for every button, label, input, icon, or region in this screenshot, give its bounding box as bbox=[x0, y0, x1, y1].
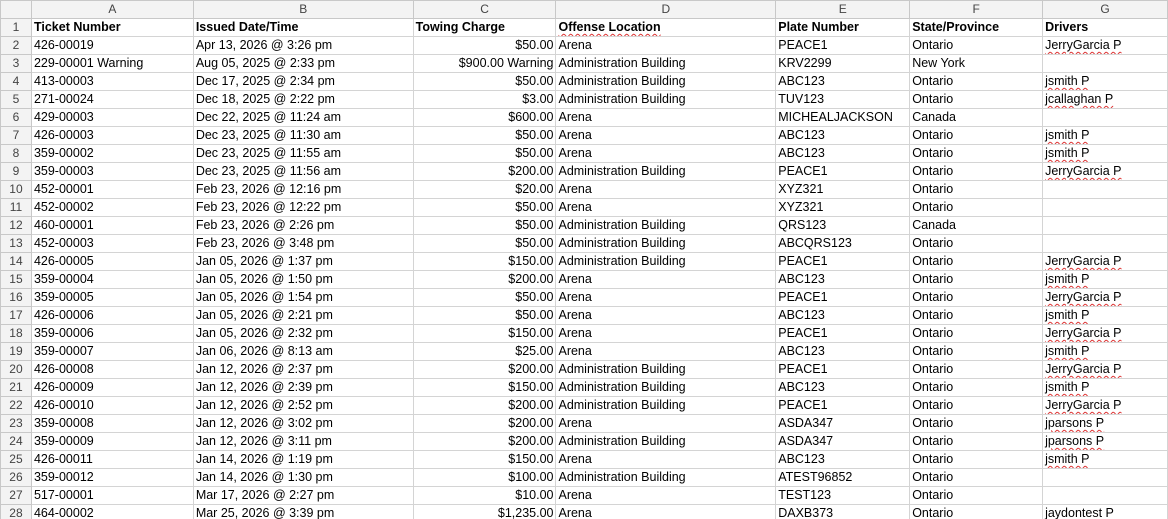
cell-towing-charge[interactable]: $25.00 bbox=[413, 343, 556, 361]
cell-drivers[interactable] bbox=[1043, 253, 1168, 271]
cell-plate-number[interactable]: TEST123 bbox=[776, 487, 910, 505]
cell-drivers[interactable] bbox=[1043, 37, 1168, 55]
cell-towing-charge[interactable]: $10.00 bbox=[413, 487, 556, 505]
driver-name-text: jsmith P bbox=[1045, 452, 1090, 466]
column-header-e[interactable]: E bbox=[776, 1, 910, 19]
cell-state-province[interactable]: Ontario bbox=[910, 415, 1043, 433]
cell-drivers[interactable] bbox=[1043, 505, 1168, 519]
cell-issued-date-time[interactable]: Apr 13, 2026 @ 3:26 pm bbox=[193, 37, 413, 55]
cell-offense-location[interactable]: Arena bbox=[556, 307, 776, 325]
row-header[interactable]: 8 bbox=[1, 145, 32, 163]
row-header[interactable]: 2 bbox=[1, 37, 32, 55]
column-header-c[interactable]: C bbox=[413, 1, 556, 19]
cell-plate-number[interactable]: PEACE1 bbox=[776, 361, 910, 379]
cell-towing-charge[interactable]: $50.00 bbox=[413, 73, 556, 91]
row-header[interactable]: 26 bbox=[1, 469, 32, 487]
header-cell-towing-charge[interactable]: Towing Charge bbox=[413, 19, 556, 37]
table-row bbox=[1, 379, 1168, 397]
cell-ticket-number[interactable]: 229-00001 Warning bbox=[31, 55, 193, 73]
cell-plate-number[interactable]: ABC123 bbox=[776, 379, 910, 397]
cell-plate-number[interactable]: ASDA347 bbox=[776, 433, 910, 451]
driver-name-text: jsmith P bbox=[1045, 344, 1090, 358]
cell-towing-charge[interactable]: $200.00 bbox=[413, 433, 556, 451]
cell-state-province[interactable]: Ontario bbox=[910, 397, 1043, 415]
cell-towing-charge[interactable]: $900.00 Warning bbox=[413, 55, 556, 73]
cell-issued-date-time[interactable]: Feb 23, 2026 @ 12:16 pm bbox=[193, 181, 413, 199]
row-header[interactable]: 3 bbox=[1, 55, 32, 73]
cell-plate-number[interactable]: DAXB373 bbox=[776, 505, 910, 519]
column-header-row bbox=[1, 1, 1168, 19]
cell-state-province[interactable]: Ontario bbox=[910, 37, 1043, 55]
table-row bbox=[1, 487, 1168, 505]
driver-name-text: JerryGarcia P bbox=[1045, 164, 1122, 178]
cell-state-province[interactable]: Ontario bbox=[910, 487, 1043, 505]
cell-drivers[interactable] bbox=[1043, 73, 1168, 91]
cell-offense-location[interactable]: Administration Building bbox=[556, 91, 776, 109]
cell-plate-number[interactable]: ABCQRS123 bbox=[776, 235, 910, 253]
row-header[interactable]: 12 bbox=[1, 217, 32, 235]
table-row bbox=[1, 55, 1168, 73]
header-cell-offense-location[interactable]: Offense Location bbox=[556, 19, 776, 37]
cell-drivers[interactable] bbox=[1043, 469, 1168, 487]
cell-drivers[interactable] bbox=[1043, 325, 1168, 343]
row-header[interactable]: 28 bbox=[1, 505, 32, 519]
driver-name-text: JerryGarcia P bbox=[1045, 38, 1122, 52]
driver-name-text: jsmith P bbox=[1045, 272, 1090, 286]
cell-towing-charge[interactable]: $200.00 bbox=[413, 397, 556, 415]
cell-offense-location[interactable]: Arena bbox=[556, 109, 776, 127]
cell-issued-date-time[interactable]: Jan 14, 2026 @ 1:19 pm bbox=[193, 451, 413, 469]
cell-ticket-number[interactable]: 426-00009 bbox=[31, 379, 193, 397]
cell-drivers[interactable] bbox=[1043, 487, 1168, 505]
cell-issued-date-time[interactable]: Jan 12, 2026 @ 3:02 pm bbox=[193, 415, 413, 433]
cell-state-province[interactable]: Ontario bbox=[910, 253, 1043, 271]
cell-plate-number[interactable]: ABC123 bbox=[776, 307, 910, 325]
table-row bbox=[1, 505, 1168, 519]
table-row bbox=[1, 289, 1168, 307]
cell-towing-charge[interactable]: $50.00 bbox=[413, 289, 556, 307]
cell-plate-number[interactable]: KRV2299 bbox=[776, 55, 910, 73]
cell-offense-location[interactable]: Arena bbox=[556, 505, 776, 519]
cell-offense-location[interactable]: Administration Building bbox=[556, 361, 776, 379]
cell-ticket-number[interactable]: 359-00008 bbox=[31, 415, 193, 433]
cell-state-province[interactable]: Ontario bbox=[910, 199, 1043, 217]
cell-issued-date-time[interactable]: Jan 12, 2026 @ 3:11 pm bbox=[193, 433, 413, 451]
cell-drivers[interactable] bbox=[1043, 307, 1168, 325]
cell-issued-date-time[interactable]: Jan 06, 2026 @ 8:13 am bbox=[193, 343, 413, 361]
table-row bbox=[1, 433, 1168, 451]
cell-offense-location[interactable]: Arena bbox=[556, 451, 776, 469]
cell-plate-number[interactable]: PEACE1 bbox=[776, 325, 910, 343]
cell-towing-charge[interactable]: $150.00 bbox=[413, 325, 556, 343]
row-header[interactable]: 6 bbox=[1, 109, 32, 127]
row-header[interactable]: 15 bbox=[1, 271, 32, 289]
cell-drivers[interactable] bbox=[1043, 199, 1168, 217]
cell-state-province[interactable]: Ontario bbox=[910, 379, 1043, 397]
cell-state-province[interactable]: Ontario bbox=[910, 343, 1043, 361]
cell-offense-location[interactable]: Administration Building bbox=[556, 379, 776, 397]
cell-issued-date-time[interactable]: Dec 23, 2025 @ 11:56 am bbox=[193, 163, 413, 181]
column-header-a[interactable]: A bbox=[31, 1, 193, 19]
table-row bbox=[1, 307, 1168, 325]
cell-drivers[interactable] bbox=[1043, 235, 1168, 253]
cell-issued-date-time[interactable]: Mar 25, 2026 @ 3:39 pm bbox=[193, 505, 413, 519]
cell-issued-date-time[interactable]: Mar 17, 2026 @ 2:27 pm bbox=[193, 487, 413, 505]
driver-name-text: jsmith P bbox=[1045, 74, 1090, 88]
cell-plate-number[interactable]: ABC123 bbox=[776, 145, 910, 163]
cell-issued-date-time[interactable]: Dec 22, 2025 @ 11:24 am bbox=[193, 109, 413, 127]
cell-plate-number[interactable]: QRS123 bbox=[776, 217, 910, 235]
cell-state-province[interactable]: Ontario bbox=[910, 145, 1043, 163]
cell-ticket-number[interactable]: 359-00004 bbox=[31, 271, 193, 289]
table-row bbox=[1, 343, 1168, 361]
cell-offense-location[interactable]: Arena bbox=[556, 127, 776, 145]
cell-towing-charge[interactable]: $50.00 bbox=[413, 37, 556, 55]
cell-state-province[interactable]: Ontario bbox=[910, 361, 1043, 379]
cell-towing-charge[interactable]: $50.00 bbox=[413, 307, 556, 325]
cell-drivers[interactable] bbox=[1043, 109, 1168, 127]
cell-ticket-number[interactable]: 452-00002 bbox=[31, 199, 193, 217]
cell-state-province[interactable]: New York bbox=[910, 55, 1043, 73]
cell-ticket-number[interactable]: 359-00002 bbox=[31, 145, 193, 163]
cell-offense-location[interactable]: Administration Building bbox=[556, 397, 776, 415]
cell-plate-number[interactable]: ABC123 bbox=[776, 73, 910, 91]
cell-state-province[interactable]: Ontario bbox=[910, 235, 1043, 253]
cell-drivers[interactable] bbox=[1043, 91, 1168, 109]
cell-towing-charge[interactable]: $100.00 bbox=[413, 469, 556, 487]
cell-state-province[interactable]: Ontario bbox=[910, 73, 1043, 91]
cell-offense-location[interactable]: Arena bbox=[556, 415, 776, 433]
driver-name-text: jsmith P bbox=[1045, 380, 1090, 394]
table-row bbox=[1, 469, 1168, 487]
cell-towing-charge[interactable]: $150.00 bbox=[413, 451, 556, 469]
cell-towing-charge[interactable]: $3.00 bbox=[413, 91, 556, 109]
header-cell-issued-date-time[interactable]: Issued Date/Time bbox=[193, 19, 413, 37]
table-row bbox=[1, 163, 1168, 181]
cell-issued-date-time[interactable]: Jan 05, 2026 @ 2:32 pm bbox=[193, 325, 413, 343]
cell-issued-date-time[interactable]: Dec 17, 2025 @ 2:34 pm bbox=[193, 73, 413, 91]
cell-drivers[interactable] bbox=[1043, 379, 1168, 397]
cell-towing-charge[interactable]: $150.00 bbox=[413, 253, 556, 271]
cell-offense-location[interactable]: Arena bbox=[556, 487, 776, 505]
cell-state-province[interactable]: Ontario bbox=[910, 163, 1043, 181]
driver-name-text: JerryGarcia P bbox=[1045, 398, 1122, 412]
table-row bbox=[1, 73, 1168, 91]
cell-state-province[interactable]: Ontario bbox=[910, 451, 1043, 469]
cell-drivers[interactable] bbox=[1043, 361, 1168, 379]
cell-ticket-number[interactable]: 426-00005 bbox=[31, 253, 193, 271]
cell-drivers[interactable] bbox=[1043, 163, 1168, 181]
row-header[interactable]: 11 bbox=[1, 199, 32, 217]
cell-state-province[interactable]: Ontario bbox=[910, 325, 1043, 343]
cell-ticket-number[interactable]: 359-00007 bbox=[31, 343, 193, 361]
cell-state-province[interactable]: Ontario bbox=[910, 289, 1043, 307]
cell-issued-date-time[interactable]: Feb 23, 2026 @ 12:22 pm bbox=[193, 199, 413, 217]
table-row bbox=[1, 253, 1168, 271]
cell-plate-number[interactable]: TUV123 bbox=[776, 91, 910, 109]
driver-name-text: JerryGarcia P bbox=[1045, 254, 1122, 268]
table-row bbox=[1, 217, 1168, 235]
cell-offense-location[interactable]: Administration Building bbox=[556, 55, 776, 73]
cell-offense-location[interactable]: Administration Building bbox=[556, 73, 776, 91]
cell-issued-date-time[interactable]: Jan 05, 2026 @ 2:21 pm bbox=[193, 307, 413, 325]
cell-issued-date-time[interactable]: Jan 05, 2026 @ 1:50 pm bbox=[193, 271, 413, 289]
cell-issued-date-time[interactable]: Dec 23, 2025 @ 11:30 am bbox=[193, 127, 413, 145]
cell-state-province[interactable]: Ontario bbox=[910, 469, 1043, 487]
header-cell-ticket-number[interactable]: Ticket Number bbox=[31, 19, 193, 37]
cell-ticket-number[interactable]: 359-00012 bbox=[31, 469, 193, 487]
row-header[interactable]: 7 bbox=[1, 127, 32, 145]
cell-drivers[interactable] bbox=[1043, 397, 1168, 415]
cell-ticket-number[interactable]: 460-00001 bbox=[31, 217, 193, 235]
cell-state-province[interactable]: Ontario bbox=[910, 91, 1043, 109]
cell-issued-date-time[interactable]: Jan 12, 2026 @ 2:52 pm bbox=[193, 397, 413, 415]
header-cell-plate-number[interactable]: Plate Number bbox=[776, 19, 910, 37]
cell-drivers[interactable] bbox=[1043, 181, 1168, 199]
cell-ticket-number[interactable]: 452-00001 bbox=[31, 181, 193, 199]
row-header[interactable]: 18 bbox=[1, 325, 32, 343]
cell-issued-date-time[interactable]: Dec 23, 2025 @ 11:55 am bbox=[193, 145, 413, 163]
driver-name-text: jsmith P bbox=[1045, 128, 1090, 142]
cell-plate-number[interactable]: ATEST96852 bbox=[776, 469, 910, 487]
cell-ticket-number[interactable]: 517-00001 bbox=[31, 487, 193, 505]
cell-ticket-number[interactable]: 426-00003 bbox=[31, 127, 193, 145]
cell-state-province[interactable]: Ontario bbox=[910, 181, 1043, 199]
cell-plate-number[interactable]: ABC123 bbox=[776, 127, 910, 145]
select-all-corner[interactable] bbox=[1, 1, 32, 19]
cell-offense-location[interactable]: Administration Building bbox=[556, 163, 776, 181]
cell-plate-number[interactable]: XYZ321 bbox=[776, 181, 910, 199]
cell-state-province[interactable]: Canada bbox=[910, 217, 1043, 235]
cell-plate-number[interactable]: ASDA347 bbox=[776, 415, 910, 433]
cell-issued-date-time[interactable]: Jan 12, 2026 @ 2:37 pm bbox=[193, 361, 413, 379]
row-header[interactable]: 19 bbox=[1, 343, 32, 361]
cell-issued-date-time[interactable]: Jan 12, 2026 @ 2:39 pm bbox=[193, 379, 413, 397]
cell-drivers[interactable] bbox=[1043, 343, 1168, 361]
table-row bbox=[1, 235, 1168, 253]
table-row bbox=[1, 415, 1168, 433]
row-header[interactable]: 23 bbox=[1, 415, 32, 433]
cell-offense-location[interactable]: Arena bbox=[556, 199, 776, 217]
cell-drivers[interactable] bbox=[1043, 451, 1168, 469]
cell-ticket-number[interactable]: 426-00011 bbox=[31, 451, 193, 469]
driver-name-text: jaydontest P bbox=[1045, 506, 1114, 519]
header-cell-drivers[interactable]: Drivers bbox=[1043, 19, 1168, 37]
cell-state-province[interactable]: Ontario bbox=[910, 505, 1043, 519]
cell-towing-charge[interactable]: $50.00 bbox=[413, 127, 556, 145]
driver-name-text: jsmith P bbox=[1045, 308, 1090, 322]
cell-towing-charge[interactable]: $200.00 bbox=[413, 415, 556, 433]
table-row bbox=[1, 181, 1168, 199]
cell-plate-number[interactable]: PEACE1 bbox=[776, 397, 910, 415]
cell-offense-location[interactable]: Arena bbox=[556, 181, 776, 199]
cell-towing-charge[interactable]: $1,235.00 bbox=[413, 505, 556, 519]
cell-offense-location[interactable]: Administration Building bbox=[556, 253, 776, 271]
cell-issued-date-time[interactable]: Feb 23, 2026 @ 3:48 pm bbox=[193, 235, 413, 253]
table-header-row bbox=[1, 19, 1168, 37]
cell-state-province[interactable]: Ontario bbox=[910, 433, 1043, 451]
cell-offense-location[interactable]: Administration Building bbox=[556, 235, 776, 253]
cell-ticket-number[interactable]: 413-00003 bbox=[31, 73, 193, 91]
cell-ticket-number[interactable]: 271-00024 bbox=[31, 91, 193, 109]
cell-towing-charge[interactable]: $50.00 bbox=[413, 217, 556, 235]
column-header-b[interactable]: B bbox=[193, 1, 413, 19]
driver-name-text: jparsons P bbox=[1045, 416, 1105, 430]
cell-issued-date-time[interactable]: Jan 14, 2026 @ 1:30 pm bbox=[193, 469, 413, 487]
row-header[interactable]: 24 bbox=[1, 433, 32, 451]
row-header[interactable]: 21 bbox=[1, 379, 32, 397]
cell-state-province[interactable]: Ontario bbox=[910, 127, 1043, 145]
column-header-f[interactable]: F bbox=[910, 1, 1043, 19]
column-header-g[interactable]: G bbox=[1043, 1, 1168, 19]
driver-name-text: JerryGarcia P bbox=[1045, 362, 1122, 376]
cell-ticket-number[interactable]: 359-00005 bbox=[31, 289, 193, 307]
driver-name-text: jparsons P bbox=[1045, 434, 1105, 448]
cell-offense-location[interactable]: Administration Building bbox=[556, 433, 776, 451]
cell-ticket-number[interactable]: 426-00006 bbox=[31, 307, 193, 325]
driver-name-text: JerryGarcia P bbox=[1045, 290, 1122, 304]
cell-plate-number[interactable]: PEACE1 bbox=[776, 163, 910, 181]
cell-plate-number[interactable]: ABC123 bbox=[776, 451, 910, 469]
cell-offense-location[interactable]: Arena bbox=[556, 271, 776, 289]
cell-drivers[interactable] bbox=[1043, 55, 1168, 73]
cell-plate-number[interactable]: MICHEALJACKSON bbox=[776, 109, 910, 127]
cell-offense-location[interactable]: Arena bbox=[556, 343, 776, 361]
cell-plate-number[interactable]: ABC123 bbox=[776, 343, 910, 361]
table-row bbox=[1, 37, 1168, 55]
row-header[interactable]: 10 bbox=[1, 181, 32, 199]
table-row bbox=[1, 127, 1168, 145]
cell-plate-number[interactable]: PEACE1 bbox=[776, 289, 910, 307]
cell-issued-date-time[interactable]: Aug 05, 2025 @ 2:33 pm bbox=[193, 55, 413, 73]
table-row bbox=[1, 199, 1168, 217]
table-row bbox=[1, 145, 1168, 163]
cell-offense-location[interactable]: Administration Building bbox=[556, 217, 776, 235]
cell-drivers[interactable] bbox=[1043, 289, 1168, 307]
row-header[interactable]: 9 bbox=[1, 163, 32, 181]
cell-ticket-number[interactable]: 429-00003 bbox=[31, 109, 193, 127]
row-header[interactable]: 17 bbox=[1, 307, 32, 325]
driver-name-text: jcallaghan P bbox=[1045, 92, 1114, 106]
cell-plate-number[interactable]: XYZ321 bbox=[776, 199, 910, 217]
cell-drivers[interactable] bbox=[1043, 433, 1168, 451]
row-header[interactable]: 14 bbox=[1, 253, 32, 271]
cell-ticket-number[interactable]: 452-00003 bbox=[31, 235, 193, 253]
cell-issued-date-time[interactable]: Jan 05, 2026 @ 1:54 pm bbox=[193, 289, 413, 307]
cell-ticket-number[interactable]: 359-00009 bbox=[31, 433, 193, 451]
row-header[interactable]: 22 bbox=[1, 397, 32, 415]
cell-offense-location[interactable]: Arena bbox=[556, 289, 776, 307]
row-header[interactable]: 1 bbox=[1, 19, 32, 37]
cell-state-province[interactable]: Ontario bbox=[910, 271, 1043, 289]
cell-ticket-number[interactable]: 359-00003 bbox=[31, 163, 193, 181]
row-header[interactable]: 16 bbox=[1, 289, 32, 307]
cell-issued-date-time[interactable]: Feb 23, 2026 @ 2:26 pm bbox=[193, 217, 413, 235]
row-header[interactable]: 4 bbox=[1, 73, 32, 91]
table-row bbox=[1, 109, 1168, 127]
cell-offense-location[interactable]: Arena bbox=[556, 37, 776, 55]
header-cell-state-province[interactable]: State/Province bbox=[910, 19, 1043, 37]
cell-offense-location[interactable]: Arena bbox=[556, 325, 776, 343]
table-row bbox=[1, 91, 1168, 109]
column-header-d[interactable]: D bbox=[556, 1, 776, 19]
row-header[interactable]: 5 bbox=[1, 91, 32, 109]
cell-drivers[interactable] bbox=[1043, 145, 1168, 163]
cell-drivers[interactable] bbox=[1043, 127, 1168, 145]
cell-ticket-number[interactable]: 359-00006 bbox=[31, 325, 193, 343]
table-row bbox=[1, 325, 1168, 343]
table-row bbox=[1, 361, 1168, 379]
cell-ticket-number[interactable]: 426-00008 bbox=[31, 361, 193, 379]
cell-plate-number[interactable]: PEACE1 bbox=[776, 253, 910, 271]
cell-ticket-number[interactable]: 426-00010 bbox=[31, 397, 193, 415]
driver-name-text: JerryGarcia P bbox=[1045, 326, 1122, 340]
cell-towing-charge[interactable]: $150.00 bbox=[413, 379, 556, 397]
cell-towing-charge[interactable]: $200.00 bbox=[413, 361, 556, 379]
cell-towing-charge[interactable]: $600.00 bbox=[413, 109, 556, 127]
cell-towing-charge[interactable]: $20.00 bbox=[413, 181, 556, 199]
cell-ticket-number[interactable]: 426-00019 bbox=[31, 37, 193, 55]
cell-offense-location[interactable]: Arena bbox=[556, 145, 776, 163]
driver-name-text: jsmith P bbox=[1045, 146, 1090, 160]
cell-offense-location[interactable]: Administration Building bbox=[556, 469, 776, 487]
row-header[interactable]: 27 bbox=[1, 487, 32, 505]
row-header[interactable]: 25 bbox=[1, 451, 32, 469]
table-row bbox=[1, 271, 1168, 289]
cell-ticket-number[interactable]: 464-00002 bbox=[31, 505, 193, 519]
row-header[interactable]: 13 bbox=[1, 235, 32, 253]
cell-issued-date-time[interactable]: Dec 18, 2025 @ 2:22 pm bbox=[193, 91, 413, 109]
cell-towing-charge[interactable]: $50.00 bbox=[413, 199, 556, 217]
cell-drivers[interactable] bbox=[1043, 415, 1168, 433]
cell-towing-charge[interactable]: $200.00 bbox=[413, 271, 556, 289]
cell-state-province[interactable]: Canada bbox=[910, 109, 1043, 127]
row-header[interactable]: 20 bbox=[1, 361, 32, 379]
cell-plate-number[interactable]: PEACE1 bbox=[776, 37, 910, 55]
table-row bbox=[1, 451, 1168, 469]
cell-towing-charge[interactable]: $50.00 bbox=[413, 235, 556, 253]
cell-drivers[interactable] bbox=[1043, 271, 1168, 289]
cell-state-province[interactable]: Ontario bbox=[910, 307, 1043, 325]
cell-plate-number[interactable]: ABC123 bbox=[776, 271, 910, 289]
cell-drivers[interactable] bbox=[1043, 217, 1168, 235]
cell-towing-charge[interactable]: $200.00 bbox=[413, 163, 556, 181]
cell-towing-charge[interactable]: $50.00 bbox=[413, 145, 556, 163]
cell-issued-date-time[interactable]: Jan 05, 2026 @ 1:37 pm bbox=[193, 253, 413, 271]
table-row bbox=[1, 397, 1168, 415]
